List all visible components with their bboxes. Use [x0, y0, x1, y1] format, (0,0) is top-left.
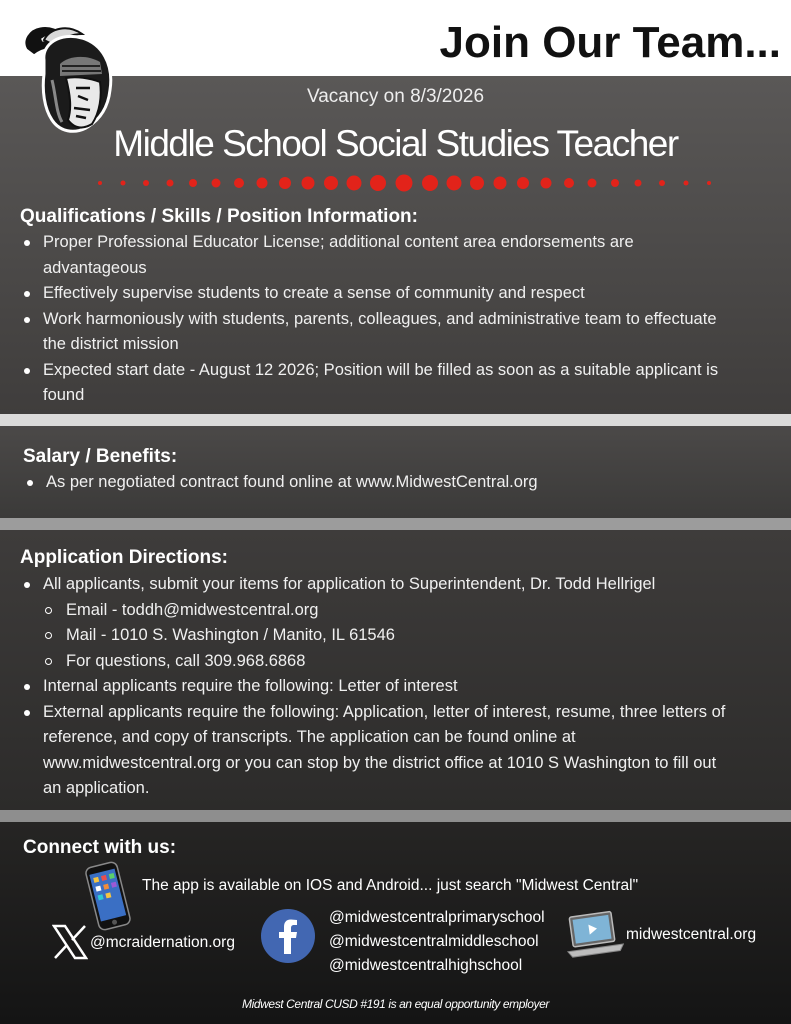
smartphone-icon	[80, 860, 136, 932]
list-item: Internal applicants require the following: Letter of interest	[20, 674, 730, 700]
website-link[interactable]: midwestcentral.org	[626, 926, 757, 943]
facebook-icon	[260, 908, 316, 964]
x-handle[interactable]: @mcraidernation.org	[90, 934, 235, 951]
salary-heading: Salary / Benefits:	[23, 446, 178, 467]
footer-disclaimer: Midwest Central CUSD #191 is an equal opportunity employer	[242, 997, 549, 1011]
salary-list	[23, 470, 723, 496]
connect-heading: Connect with us:	[23, 837, 177, 858]
divider	[0, 810, 791, 822]
sub-list-item: For questions, call 309.968.6868	[20, 649, 730, 675]
facebook-handles	[329, 906, 545, 978]
list-item: Effectively supervise students to create a sense of community and respect	[20, 281, 720, 307]
sub-list-item: Email - toddh@midwestcentral.org	[20, 598, 730, 624]
list-item: External applicants require the following: Application, letter of interest, resume, three letters of reference, and copy of transcripts. The application can be found online at www.midwestcentral.org or you can stop by the district office at 1010 S Washington to fill out an application.	[20, 700, 730, 802]
list-item: Proper Professional Educator License; additional content area endorsements are advantageous	[20, 230, 720, 281]
x-logo-icon	[52, 924, 88, 960]
decorative-dot-row	[98, 172, 718, 194]
application-heading: Application Directions:	[20, 547, 228, 568]
application-list	[20, 572, 730, 802]
app-availability-text: The app is available on IOS and Android... just search "Midwest Central"	[142, 877, 639, 894]
divider	[0, 518, 791, 530]
vacancy-date: Vacancy on 8/3/2026	[306, 86, 485, 107]
list-item: All applicants, submit your items for application to Superintendent, Dr. Todd Hellrigel	[20, 572, 730, 598]
list-item: As per negotiated contract found online at www.MidwestCentral.org	[23, 470, 723, 496]
laptop-icon	[564, 908, 624, 964]
qualifications-heading: Qualifications / Skills / Position Information:	[20, 206, 418, 227]
job-title: Middle School Social Studies Teacher	[113, 123, 678, 164]
facebook-handle[interactable]: @midwestcentralmiddleschool	[329, 933, 539, 950]
qualifications-list	[20, 230, 720, 409]
page-headline: Join Our Team...	[439, 18, 781, 67]
sub-list-item: Mail - 1010 S. Washington / Manito, IL 61546	[20, 623, 730, 649]
list-item: Work harmoniously with students, parents, colleagues, and administrative team to effectuate the district mission	[20, 307, 720, 358]
list-item: Expected start date - August 12 2026; Position will be filled as soon as a suitable applicant is found	[20, 358, 720, 409]
facebook-handle[interactable]: @midwestcentralhighschool	[329, 957, 523, 974]
divider	[0, 414, 791, 426]
facebook-handle[interactable]: @midwestcentralprimaryschool	[329, 909, 545, 926]
